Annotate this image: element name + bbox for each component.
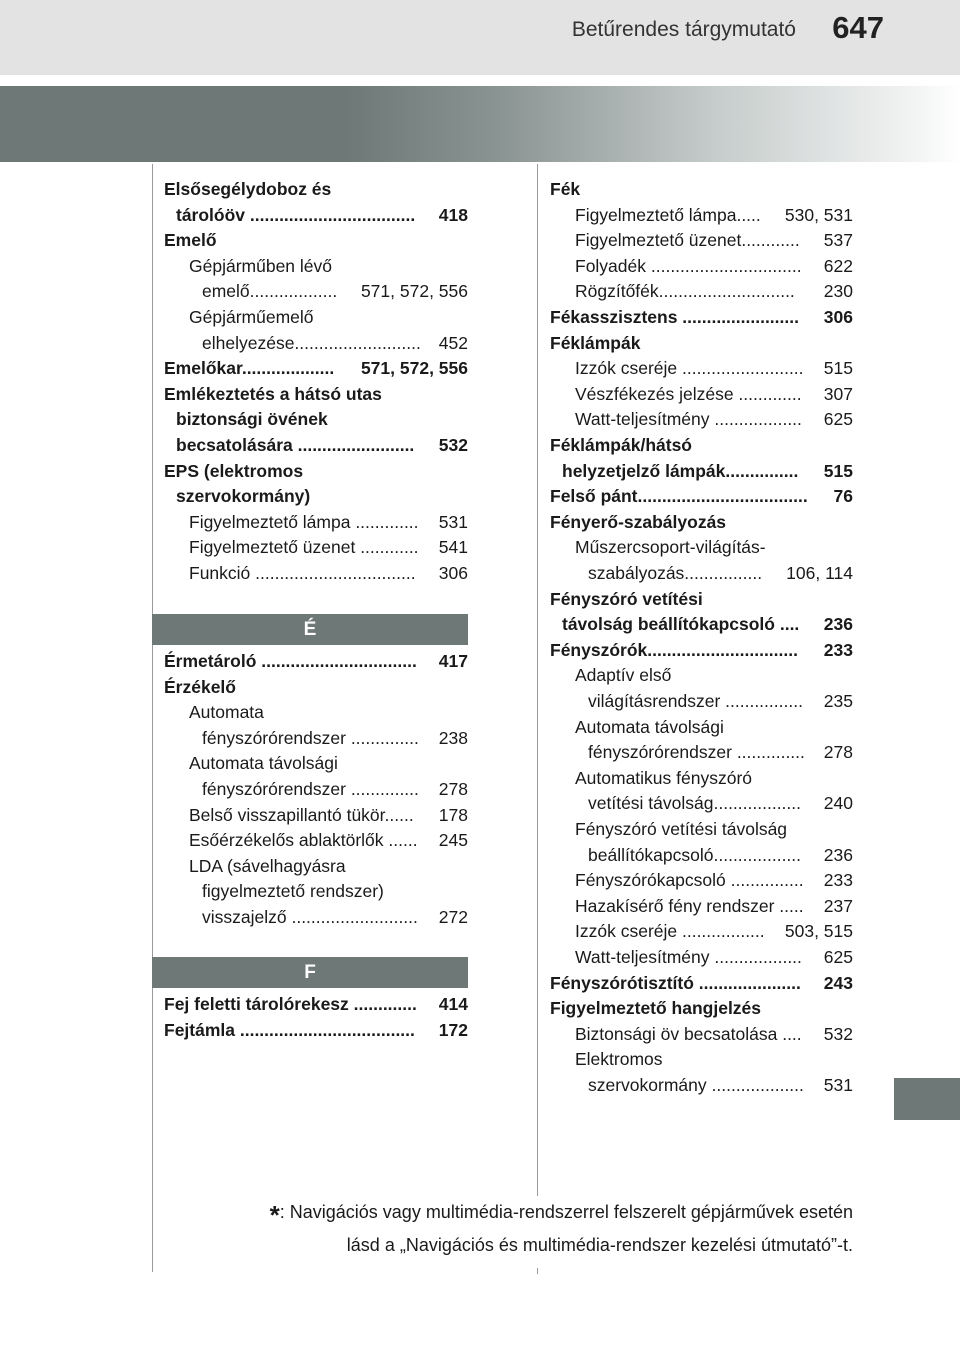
index-entry bbox=[550, 510, 853, 534]
entry-page-ref: 541 bbox=[436, 535, 468, 559]
entry-term: Figyelmeztető üzenet ............ bbox=[189, 537, 419, 558]
index-entry bbox=[202, 726, 468, 750]
index-entry bbox=[575, 254, 853, 278]
index-entry bbox=[189, 700, 468, 724]
index-entry bbox=[550, 331, 853, 355]
entry-term: Figyelmeztető lámpa ............. bbox=[189, 511, 419, 532]
index-entry bbox=[588, 843, 853, 867]
index-entry bbox=[575, 356, 853, 380]
entry-term: szervokormány) bbox=[176, 486, 311, 507]
entry-term: Érzékelő bbox=[164, 676, 236, 697]
entry-term: Izzók cseréje ......................... bbox=[575, 358, 804, 379]
entry-term: Esőérzékelős ablaktörlők ...... bbox=[189, 830, 418, 851]
index-entry bbox=[550, 996, 853, 1020]
entry-term: tárolóöv .................................. bbox=[176, 204, 416, 225]
entry-term: Féklámpák/hátsó bbox=[550, 435, 692, 455]
index-entry bbox=[164, 992, 468, 1016]
index-entry bbox=[550, 971, 853, 995]
entry-page-ref: 515 bbox=[821, 459, 853, 483]
index-entry bbox=[176, 433, 468, 457]
entry-page-ref: 278 bbox=[821, 740, 853, 764]
entry-page-ref: 625 bbox=[821, 407, 853, 431]
entry-term: Emlékeztetés a hátsó utas bbox=[164, 383, 382, 404]
index-entry bbox=[189, 803, 468, 827]
entry-term: Izzók cseréje ................. bbox=[575, 921, 765, 942]
index-entry bbox=[550, 177, 853, 201]
index-entry bbox=[164, 356, 468, 380]
index-entry bbox=[202, 331, 468, 355]
entry-term: világításrendszer ................ bbox=[588, 691, 803, 711]
entry-page-ref: 245 bbox=[436, 828, 468, 852]
column-divider-tick bbox=[537, 1268, 538, 1274]
entry-term: Figyelmeztető hangjelzés bbox=[550, 998, 762, 1019]
index-entry bbox=[575, 919, 853, 943]
entry-term: fényszórórendszer .............. bbox=[202, 779, 419, 799]
entry-term: Watt-teljesítmény .................. bbox=[575, 409, 802, 430]
column-divider bbox=[537, 164, 538, 1196]
entry-page-ref: 622 bbox=[821, 254, 853, 278]
entry-page-ref: 236 bbox=[821, 612, 853, 636]
footnote-marker: * bbox=[269, 1200, 280, 1230]
entry-term: Gépjárműemelő bbox=[189, 307, 314, 327]
entry-term: helyzetjelző lámpák............... bbox=[562, 460, 799, 481]
entry-term: Elektromos bbox=[575, 1049, 663, 1070]
page-number: 647 bbox=[832, 10, 884, 45]
entry-page-ref: 278 bbox=[436, 777, 468, 801]
index-entry bbox=[550, 433, 853, 457]
index-entry bbox=[202, 905, 468, 929]
chapter-tab bbox=[894, 1078, 960, 1120]
entry-term: Automata távolsági bbox=[575, 716, 724, 737]
entry-term: beállítókapcsoló.................. bbox=[588, 844, 802, 865]
index-entry bbox=[588, 791, 853, 815]
entry-page-ref: 233 bbox=[821, 638, 853, 662]
index-entry bbox=[575, 535, 853, 559]
index-entry bbox=[588, 689, 853, 713]
entry-page-ref: 515 bbox=[821, 356, 853, 380]
entry-page-ref: 237 bbox=[821, 894, 853, 918]
entry-term: Automata távolsági bbox=[189, 753, 338, 774]
index-entry bbox=[575, 279, 853, 303]
index-entry bbox=[550, 638, 853, 662]
entry-term: szervokormány ................... bbox=[588, 1075, 804, 1095]
section-heading-f: F bbox=[152, 957, 468, 988]
entry-page-ref: 530, 531 bbox=[782, 203, 853, 227]
entry-page-ref: 243 bbox=[821, 971, 853, 995]
index-entry bbox=[189, 561, 468, 585]
entry-term: Watt-teljesítmény .................. bbox=[575, 947, 802, 967]
entry-page-ref: 571, 572, 556 bbox=[358, 279, 468, 303]
index-entry bbox=[588, 1073, 853, 1097]
entry-page-ref: 238 bbox=[436, 726, 468, 750]
header-banner bbox=[0, 86, 960, 162]
index-entry bbox=[189, 828, 468, 852]
entry-term: Elsősegélydoboz és bbox=[164, 179, 332, 199]
entry-page-ref: 236 bbox=[821, 843, 853, 867]
entry-page-ref: 76 bbox=[831, 484, 853, 508]
index-entry bbox=[575, 382, 853, 406]
entry-page-ref: 571, 572, 556 bbox=[358, 356, 468, 380]
index-entry bbox=[588, 561, 853, 585]
entry-term: LDA (sávelhagyásra bbox=[189, 855, 346, 876]
entry-term: Féklámpák bbox=[550, 332, 641, 353]
entry-term: Automata bbox=[189, 702, 264, 723]
entry-term: Fej feletti tárolórekesz ............. bbox=[164, 994, 417, 1014]
entry-page-ref: 306 bbox=[436, 561, 468, 585]
index-entry bbox=[575, 868, 853, 892]
entry-term: Fényszóró vetítési bbox=[550, 588, 703, 609]
entry-term: Funkció ................................. bbox=[189, 563, 416, 583]
entry-term: vetítési távolság.................. bbox=[588, 793, 801, 814]
index-entry bbox=[575, 1047, 853, 1071]
index-entry bbox=[562, 459, 853, 483]
left-margin-rule bbox=[152, 164, 153, 1272]
entry-page-ref: 625 bbox=[821, 945, 853, 969]
entry-term: Műszercsoport-világítás- bbox=[575, 537, 766, 558]
index-entry bbox=[176, 484, 468, 508]
entry-term: Rögzítőfék............................ bbox=[575, 281, 795, 302]
index-entry bbox=[575, 407, 853, 431]
index-entry bbox=[189, 751, 468, 775]
entry-page-ref: 537 bbox=[821, 228, 853, 252]
entry-page-ref: 307 bbox=[821, 382, 853, 406]
entry-page-ref: 230 bbox=[821, 279, 853, 303]
entry-term: Belső visszapillantó tükör...... bbox=[189, 804, 414, 825]
entry-term: fényszórórendszer .............. bbox=[202, 727, 419, 748]
entry-page-ref: 106, 114 bbox=[783, 561, 853, 585]
entry-term: Fényszórók............................... bbox=[550, 639, 798, 660]
entry-term: becsatolására ........................ bbox=[176, 435, 415, 455]
index-entry bbox=[189, 510, 468, 534]
entry-term: Biztonsági öv becsatolása .... bbox=[575, 1023, 802, 1044]
entry-term: visszajelző .......................... bbox=[202, 907, 418, 927]
entry-term: Figyelmeztető üzenet............ bbox=[575, 230, 800, 251]
entry-page-ref: 452 bbox=[436, 331, 468, 355]
index-entry bbox=[202, 879, 468, 903]
footnote-text-2: lásd a „Navigációs és multimédia-rendszer kezelési útmutató”-t. bbox=[346, 1235, 853, 1255]
entry-term: Fékasszisztens ........................ bbox=[550, 307, 799, 327]
entry-term: Emelő bbox=[164, 230, 217, 251]
entry-term: Hazakísérő fény rendszer ..... bbox=[575, 895, 804, 916]
entry-term: távolság beállítókapcsoló .... bbox=[562, 614, 800, 635]
index-entry bbox=[575, 1022, 853, 1046]
entry-page-ref: 532 bbox=[821, 1022, 853, 1046]
index-entry bbox=[575, 203, 853, 227]
entry-page-ref: 240 bbox=[821, 791, 853, 815]
entry-page-ref: 235 bbox=[821, 689, 853, 713]
entry-page-ref: 503, 515 bbox=[782, 919, 853, 943]
entry-term: fényszórórendszer .............. bbox=[588, 742, 805, 763]
entry-page-ref: 531 bbox=[821, 1073, 853, 1097]
index-entry bbox=[575, 228, 853, 252]
footnote-line-2 bbox=[347, 1235, 853, 1256]
entry-term: Adaptív első bbox=[575, 665, 672, 686]
entry-term: Fék bbox=[550, 179, 581, 199]
entry-term: emelő.................. bbox=[202, 281, 338, 302]
index-entry bbox=[575, 817, 853, 841]
entry-term: Figyelmeztető lámpa..... bbox=[575, 204, 761, 225]
entry-term: Érmetároló ................................ bbox=[164, 651, 417, 671]
index-entry bbox=[550, 484, 853, 508]
entry-term: Fényszórókapcsoló ............... bbox=[575, 870, 804, 891]
footnote-line-1 bbox=[270, 1200, 853, 1231]
entry-page-ref: 414 bbox=[436, 992, 468, 1016]
index-entry bbox=[164, 1018, 468, 1042]
entry-term: Vészfékezés jelzése ............. bbox=[575, 383, 802, 404]
index-entry bbox=[189, 535, 468, 559]
entry-term: szabályozás................ bbox=[588, 563, 763, 583]
index-entry bbox=[164, 649, 468, 673]
index-entry bbox=[164, 382, 468, 406]
entry-term: Fényszórótisztító ..................... bbox=[550, 972, 801, 993]
section-title: Betűrendes tárgymutató bbox=[571, 18, 796, 41]
index-entry bbox=[164, 675, 468, 699]
index-entry bbox=[164, 177, 468, 201]
index-entry bbox=[176, 203, 468, 227]
footnote-text-1: : Navigációs vagy multimédia-rendszerrel felszerelt gépjárművek esetén bbox=[279, 1202, 853, 1222]
entry-term: figyelmeztető rendszer) bbox=[202, 881, 384, 902]
index-entry bbox=[550, 305, 853, 329]
entry-term: EPS (elektromos bbox=[164, 460, 304, 481]
entry-page-ref: 417 bbox=[436, 649, 468, 673]
index-entry bbox=[189, 254, 468, 278]
index-entry bbox=[575, 766, 853, 790]
index-entry bbox=[575, 663, 853, 687]
entry-page-ref: 178 bbox=[436, 803, 468, 827]
entry-term: Gépjárműben lévő bbox=[189, 255, 332, 276]
index-entry bbox=[575, 945, 853, 969]
header-bar bbox=[0, 0, 960, 75]
index-entry bbox=[202, 279, 468, 303]
index-entry bbox=[588, 740, 853, 764]
entry-term: Automatikus fényszóró bbox=[575, 767, 753, 788]
entry-page-ref: 172 bbox=[436, 1018, 468, 1042]
entry-term: Folyadék ............................... bbox=[575, 255, 802, 276]
entry-term: Fejtámla .................................... bbox=[164, 1019, 415, 1040]
index-entry bbox=[164, 228, 468, 252]
index-entry bbox=[550, 587, 853, 611]
entry-page-ref: 272 bbox=[436, 905, 468, 929]
entry-term: Felső pánt................................... bbox=[550, 486, 808, 507]
entry-page-ref: 306 bbox=[821, 305, 853, 329]
entry-page-ref: 418 bbox=[436, 203, 468, 227]
index-entry bbox=[189, 854, 468, 878]
entry-term: Fényszóró vetítési távolság bbox=[575, 819, 788, 839]
entry-page-ref: 531 bbox=[436, 510, 468, 534]
entry-page-ref: 532 bbox=[436, 433, 468, 457]
index-entry bbox=[575, 894, 853, 918]
entry-term: biztonsági övének bbox=[176, 409, 328, 430]
index-entry bbox=[176, 407, 468, 431]
entry-term: Emelőkar................... bbox=[164, 358, 335, 379]
entry-term: elhelyezése.......................... bbox=[202, 332, 421, 353]
index-entry bbox=[575, 715, 853, 739]
entry-page-ref: 233 bbox=[821, 868, 853, 892]
index-entry bbox=[202, 777, 468, 801]
entry-term: Fényerő-szabályozás bbox=[550, 511, 727, 532]
index-entry bbox=[562, 612, 853, 636]
index-entry bbox=[164, 459, 468, 483]
index-entry bbox=[189, 305, 468, 329]
section-heading-e-acute: É bbox=[152, 614, 468, 645]
